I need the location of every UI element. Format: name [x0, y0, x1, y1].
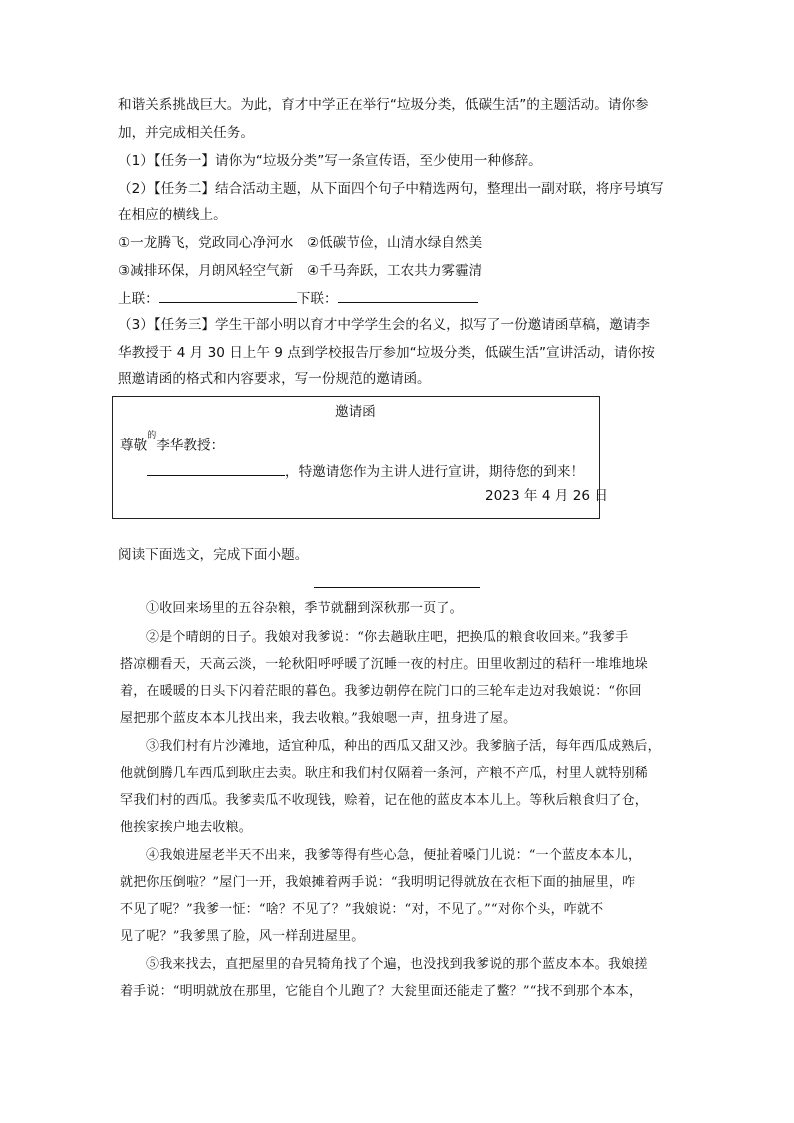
passage-line: ②是个晴朗的日子。我娘对我爹说：“你去趟耿庄吧，把换瓜的粮食收回来。”我爹手 [146, 630, 629, 645]
task1-text: （1）【任务一】请你为“垃圾分类”写一条宣传语，至少使用一种修辞。 [118, 153, 542, 169]
lower-couplet-blank[interactable] [338, 288, 478, 303]
invitation-body [147, 461, 584, 481]
task3-line-3: 照邀请函的格式和内容要求，写一份规范的邀请函。 [118, 371, 431, 387]
passage-line: 他就倒腾几车西瓜到耿庄去卖。耿庄和我们村仅隔着一条河，产粮不产瓜，村里人就特别稀 [120, 766, 649, 781]
lower-couplet-label: 下联： [296, 291, 338, 307]
task3-line-2: 华教授于 4 月 30 日上午 9 点到学校报告厅参加“垃圾分类，低碳生活”宣讲活动，请你按 [118, 345, 655, 361]
invitation-title: 邀请函 [335, 404, 376, 420]
upper-couplet-label: 上联： [118, 291, 159, 307]
intro-line-1: 和谐关系挑战巨大。为此，育才中学正在举行“垃圾分类，低碳生活”的主题活动。请你参 [118, 97, 649, 113]
task2-options-row-2: ③减排环保，月朗风轻空气新 ④千马奔跃，工农共力雾霾清 [118, 263, 483, 279]
passage-line: ⑤我来找去，直把屋里的旮旯犄角找了个遍，也没找到我爹说的那个蓝皮本本。我娘搓 [146, 957, 648, 972]
upper-couplet-blank[interactable] [159, 288, 297, 303]
passage-line: ①收回来场里的五谷杂粮，季节就翻到深秋那一页了。 [146, 601, 463, 616]
passage-line: 就把你压倒啦？”屋门一开，我娘摊着两手说：“我明明记得就放在衣柜下面的抽屉里，咋 [120, 875, 636, 890]
task2-options-row-1: ①一龙腾飞，党政同心净河水 ②低碳节俭，山清水绿自然美 [118, 235, 483, 251]
invitation-date: 2023 年 4 月 26 日 [485, 488, 608, 504]
passage-line: 屋把那个蓝皮本本儿找出来，我去收粮。”我娘嗯一声，扭身进了屋。 [120, 711, 517, 726]
invitation-body-blank[interactable] [147, 461, 285, 476]
couplet-answer-row [118, 288, 478, 308]
intro-line-2: 加，并完成相关任务。 [118, 125, 254, 141]
task3-line-1: （3）【任务三】学生干部小明以育才中学学生会的名义，拟写了一份邀请函草稿，邀请李 [118, 317, 651, 333]
title-blank-line [314, 587, 480, 588]
salutation-insert-mark: 的 [147, 431, 157, 441]
salutation-name: 李华教授： [156, 437, 225, 454]
passage-line: 罕我们村的西瓜。我爹卖瓜不收现钱，赊着，记在他的蓝皮本本儿上。等秋后粮食归了仓， [120, 793, 649, 808]
invitation-body-text: ，特邀请您作为主讲人进行宣讲，期待您的到来！ [285, 464, 585, 480]
passage-line: 着手说：“明明就放在那里，它能自个儿跑了？大瓮里面还能走了鳖？”“找不到那个本本， [120, 984, 643, 999]
salutation-prefix: 尊敬 [120, 437, 148, 454]
passage-line: ④我娘进屋老半天不出来，我爹等得有些心急，便扯着嗓门儿说：“一个蓝皮本本儿， [146, 848, 642, 863]
passage-line: 着，在暖暖的日头下闪着茫眼的暮色。我爹边朝停在院门口的三轮车走边对我娘说：“你回 [120, 684, 642, 699]
passage-line: ③我们村有片沙滩地，适宜种瓜，种出的西瓜又甜又沙。我爹脑子活，每年西瓜成熟后， [146, 739, 661, 754]
passage-line: 不见了呢？”我爹一怔：“啥？不见了？”我娘说：“对，不见了。”“对你个头，咋就不 [120, 902, 604, 917]
task2-line-2: 在相应的横线上。 [118, 207, 227, 223]
passage-line: 搭凉棚看天，天高云淡，一轮秋阳呼呼暖了沉睡一夜的村庄。田里收割过的秸秆一堆堆地垛 [120, 657, 649, 672]
passage-line: 他挨家挨户地去收粮。 [120, 820, 253, 835]
reading-prompt: 阅读下面选文，完成下面小题。 [118, 547, 309, 563]
invitation-box [112, 396, 608, 519]
invitation-salutation [120, 433, 224, 455]
passage-line: 见了呢？”我爹黑了脸，风一样刮进屋里。 [120, 929, 365, 944]
task2-line-1: （2）【任务二】结合活动主题，从下面四个句子中精选两句，整理出一副对联，将序号填写 [118, 181, 664, 197]
